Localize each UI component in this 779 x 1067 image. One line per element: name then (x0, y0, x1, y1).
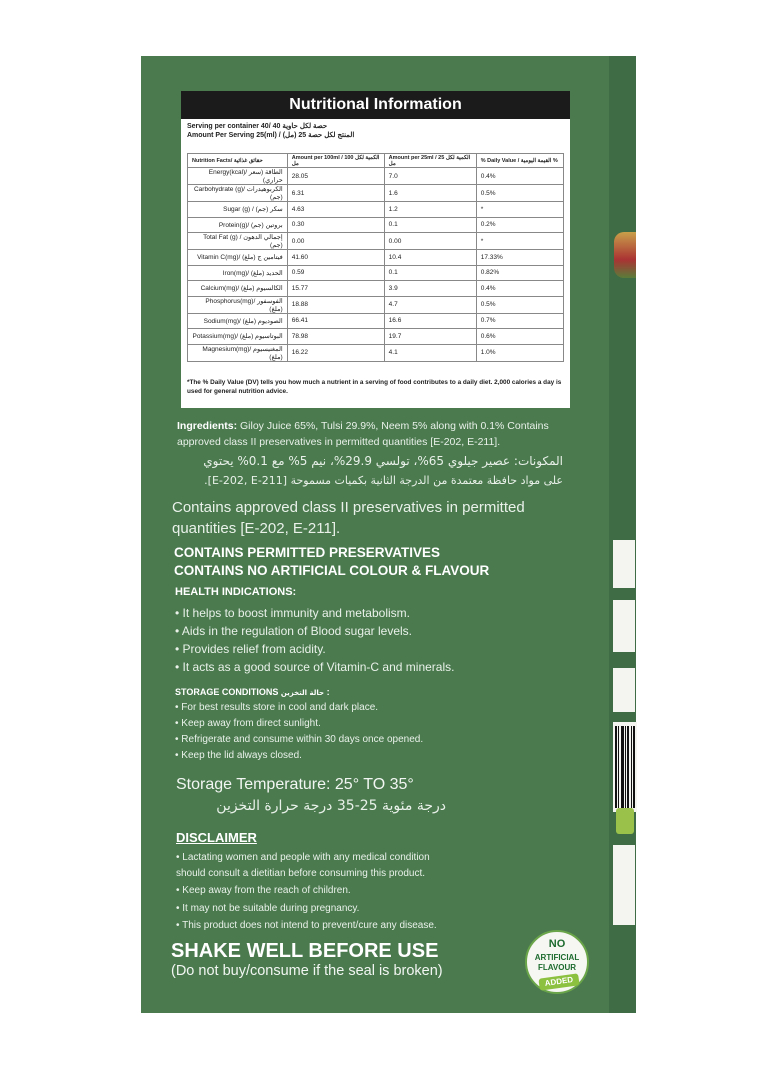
nutrition-row (188, 168, 564, 185)
disclaimer-item-text: It may not be suitable during pregnancy. (182, 903, 360, 914)
storage-item (175, 734, 423, 745)
nutrition-row (188, 329, 564, 345)
bullet-icon: • (175, 734, 182, 745)
nutrient-label: Protein(g)/ بروتين (جم) (188, 217, 288, 233)
disclaimer-item (176, 903, 359, 914)
ingredients-text: Giloy Juice 65%, Tulsi 29.9%, Neem 5% along with 0.1% Contains (237, 420, 549, 432)
ingredients-arabic-2: على مواد حافظة معتمدة من الدرجة الثانية بكميات مسموحة [E-202, E-211]. (204, 474, 563, 487)
nutrition-row (188, 202, 564, 218)
disclaimer-item-text: Keep away from the reach of children. (182, 885, 351, 896)
nutrition-row (188, 250, 564, 266)
value-per-100ml: 6.31 (287, 185, 384, 202)
nutrition-row (188, 185, 564, 202)
health-item-text: Provides relief from acidity. (182, 642, 326, 656)
storage-temperature: Storage Temperature: 25° TO 35° (176, 776, 414, 793)
nutrition-row (188, 217, 564, 233)
value-per-100ml: 18.88 (287, 296, 384, 313)
header-nutrient: Nutrition Facts/ حقائق غذائية (188, 154, 288, 168)
bullet-icon: • (175, 702, 182, 713)
value-per-25ml: 0.1 (384, 265, 476, 281)
value-daily: 0.4% (476, 168, 563, 185)
disclaimer-item (176, 920, 437, 931)
side-label-strip (613, 845, 635, 925)
health-item-text: Aids in the regulation of Blood sugar levels. (181, 624, 413, 638)
storage-conditions-title: STORAGE CONDITIONS حالة التخزين : (175, 687, 330, 697)
health-indications-title: HEALTH INDICATIONS: (175, 586, 297, 598)
value-daily: 0.6% (476, 329, 563, 345)
value-daily: 0.82% (476, 265, 563, 281)
value-daily: 1.0% (476, 344, 563, 361)
disclaimer-title: DISCLAIMER (176, 830, 257, 845)
disclaimer-item (176, 868, 425, 879)
ingredients-text-2: approved class II preservatives in permitted quantities [E-202, E-211]. (177, 436, 501, 448)
health-item (175, 624, 412, 638)
value-per-25ml: 3.9 (384, 281, 476, 297)
preservatives-line-2: quantities [E-202, E-211]. (172, 520, 341, 537)
storage-item-text: Keep away from direct sunlight. (181, 718, 321, 729)
side-label-strip (613, 668, 635, 712)
storage-item-text: Refrigerate and consume within 30 days once opened. (181, 734, 424, 745)
nutrient-label: Calcium(mg)/ الكالسيوم (ملغ) (188, 281, 288, 297)
nutrition-row (188, 281, 564, 297)
permitted-preservatives-heading: CONTAINS PERMITTED PRESERVATIVES (174, 545, 441, 560)
certification-logo-icon (616, 808, 634, 834)
daily-value-note: *The % Daily Value (DV) tells you how much a nutrient in a serving of food contributes to a daily diet. 2,000 calories a day is used for general nutrition advice. (187, 379, 562, 395)
storage-title-en: STORAGE CONDITIONS (175, 687, 279, 697)
seal-note: (Do not buy/consume if the seal is broken) (171, 963, 443, 979)
nutrition-row (188, 233, 564, 250)
bullet-icon: • (175, 606, 183, 620)
nutrient-label: Sodium(mg)/ الصوديوم (ملغ) (188, 313, 288, 329)
badge-added: ADDED (538, 973, 579, 990)
nutrition-row (188, 344, 564, 361)
value-per-100ml: 41.60 (287, 250, 384, 266)
value-daily: * (476, 233, 563, 250)
nutrient-label: Sugar (g) / سكر (جم) (188, 202, 288, 218)
nutrition-row (188, 296, 564, 313)
value-daily: 0.5% (476, 185, 563, 202)
value-per-25ml: 16.6 (384, 313, 476, 329)
storage-item-text: For best results store in cool and dark place. (181, 702, 379, 713)
value-per-25ml: 1.2 (384, 202, 476, 218)
nutrient-label: Energy(kcal)/ الطاقة (سعر حراري) (188, 168, 288, 185)
value-per-25ml: 1.6 (384, 185, 476, 202)
value-per-100ml: 78.98 (287, 329, 384, 345)
health-item (175, 660, 454, 674)
header-per-25ml: Amount per 25ml / الكمية لكل 25 مل (384, 154, 476, 168)
value-per-25ml: 19.7 (384, 329, 476, 345)
value-daily: 0.2% (476, 217, 563, 233)
nutrient-label: Total Fat (g) / إجمالي الدهون (جم) (188, 233, 288, 250)
side-label-strip (613, 600, 635, 652)
value-per-100ml: 66.41 (287, 313, 384, 329)
health-item-text: It acts as a good source of Vitamin-C and minerals. (182, 660, 455, 674)
nutrient-label: Iron(mg)/ الحديد (ملغ) (188, 265, 288, 281)
bullet-icon: • (175, 660, 183, 674)
barcode (613, 722, 637, 812)
value-per-100ml: 4.63 (287, 202, 384, 218)
value-per-25ml: 0.00 (384, 233, 476, 250)
badge-line-1: NO (548, 938, 566, 950)
disclaimer-item (176, 885, 351, 896)
disclaimer-item-text: Lactating women and people with any medical condition (182, 852, 430, 863)
bullet-icon: • (175, 642, 183, 656)
badge-line-2 (527, 953, 587, 973)
value-daily: * (476, 202, 563, 218)
value-daily: 0.4% (476, 281, 563, 297)
brand-emblem-icon (614, 232, 636, 278)
storage-item (175, 702, 378, 713)
no-artificial-colour-heading: CONTAINS NO ARTIFICIAL COLOUR & FLAVOUR (174, 563, 490, 578)
value-per-100ml: 15.77 (287, 281, 384, 297)
nutrient-label: Phosphorus(mg)/ الفوسفور (ملغ) (188, 296, 288, 313)
value-daily: 0.7% (476, 313, 563, 329)
bullet-icon: • (176, 885, 183, 896)
disclaimer-item-text: This product does not intend to prevent/cure any disease. (182, 920, 437, 931)
value-per-25ml: 0.1 (384, 217, 476, 233)
nutrient-label: Carbohydrate (g)/ الكربوهيدرات (جم) (188, 185, 288, 202)
nutrient-label: Vitamin C(mg)/ فيتامين ج (ملغ) (188, 250, 288, 266)
ingredients-label: Ingredients: (177, 420, 238, 432)
value-per-25ml: 4.1 (384, 344, 476, 361)
value-daily: 17.33% (476, 250, 563, 266)
storage-temperature-arabic: درجة مئوية 25-35 درجة حرارة التخزين (216, 798, 446, 814)
shake-well-heading: SHAKE WELL BEFORE USE (171, 940, 439, 962)
nutrition-title: Nutritional Information (181, 91, 570, 119)
storage-item (175, 750, 302, 761)
preservatives-line-1: Contains approved class II preservatives in permitted (172, 499, 525, 516)
serving-info (181, 119, 570, 140)
bullet-icon: • (175, 718, 182, 729)
value-per-25ml: 10.4 (384, 250, 476, 266)
bullet-icon: • (176, 903, 183, 914)
header-per-100ml: Amount per 100ml / الكمية لكل 100 مل (287, 154, 384, 168)
header-daily-value: % Daily Value / القيمة اليومية % (476, 154, 563, 168)
amount-per-serving: Amount Per Serving 25(ml) / المنتج لكل حصة 25 (مل) (187, 132, 355, 139)
badge-flavour: FLAVOUR (537, 963, 577, 972)
value-per-100ml: 28.05 (287, 168, 384, 185)
ingredients (177, 418, 549, 450)
nutrition-table-header (188, 154, 564, 168)
nutrition-row (188, 265, 564, 281)
bullet-icon: • (176, 852, 183, 863)
bullet-icon: • (175, 750, 182, 761)
nutrition-row (188, 313, 564, 329)
storage-item-text: Keep the lid always closed. (181, 750, 302, 761)
no-artificial-flavour-badge (525, 930, 589, 994)
health-item (175, 642, 326, 656)
health-item (175, 606, 410, 620)
health-item-text: It helps to boost immunity and metabolism. (182, 606, 410, 620)
side-label-strip (613, 540, 635, 588)
disclaimer-item-text: should consult a dietitian before consuming this product. (176, 868, 426, 879)
bullet-icon: • (175, 624, 182, 638)
value-per-100ml: 0.59 (287, 265, 384, 281)
value-per-100ml: 0.00 (287, 233, 384, 250)
storage-title-ar: حالة التخزين (280, 689, 325, 697)
value-per-25ml: 7.0 (384, 168, 476, 185)
nutrient-label: Magnesium(mg)/ المغنيسيوم (ملغ) (188, 344, 288, 361)
storage-item (175, 718, 321, 729)
disclaimer-item (176, 852, 430, 863)
bullet-icon: • (176, 920, 183, 931)
value-per-100ml: 16.22 (287, 344, 384, 361)
nutrient-label: Potassium(mg)/ البوتاسيوم (ملغ) (188, 329, 288, 345)
value-per-100ml: 0.30 (287, 217, 384, 233)
ingredients-arabic-1: المكونات: عصير جيلوي 65%، تولسي 29.9%، نيم 5% مع 0.1% يحتوي (203, 454, 563, 468)
badge-artificial: ARTIFICIAL (534, 953, 580, 962)
nutrition-panel (181, 91, 570, 408)
value-per-25ml: 4.7 (384, 296, 476, 313)
value-daily: 0.5% (476, 296, 563, 313)
serving-per-container: Serving per container 40/ 40 حصة لكل حاوية (187, 123, 328, 130)
nutrition-table (187, 153, 564, 362)
